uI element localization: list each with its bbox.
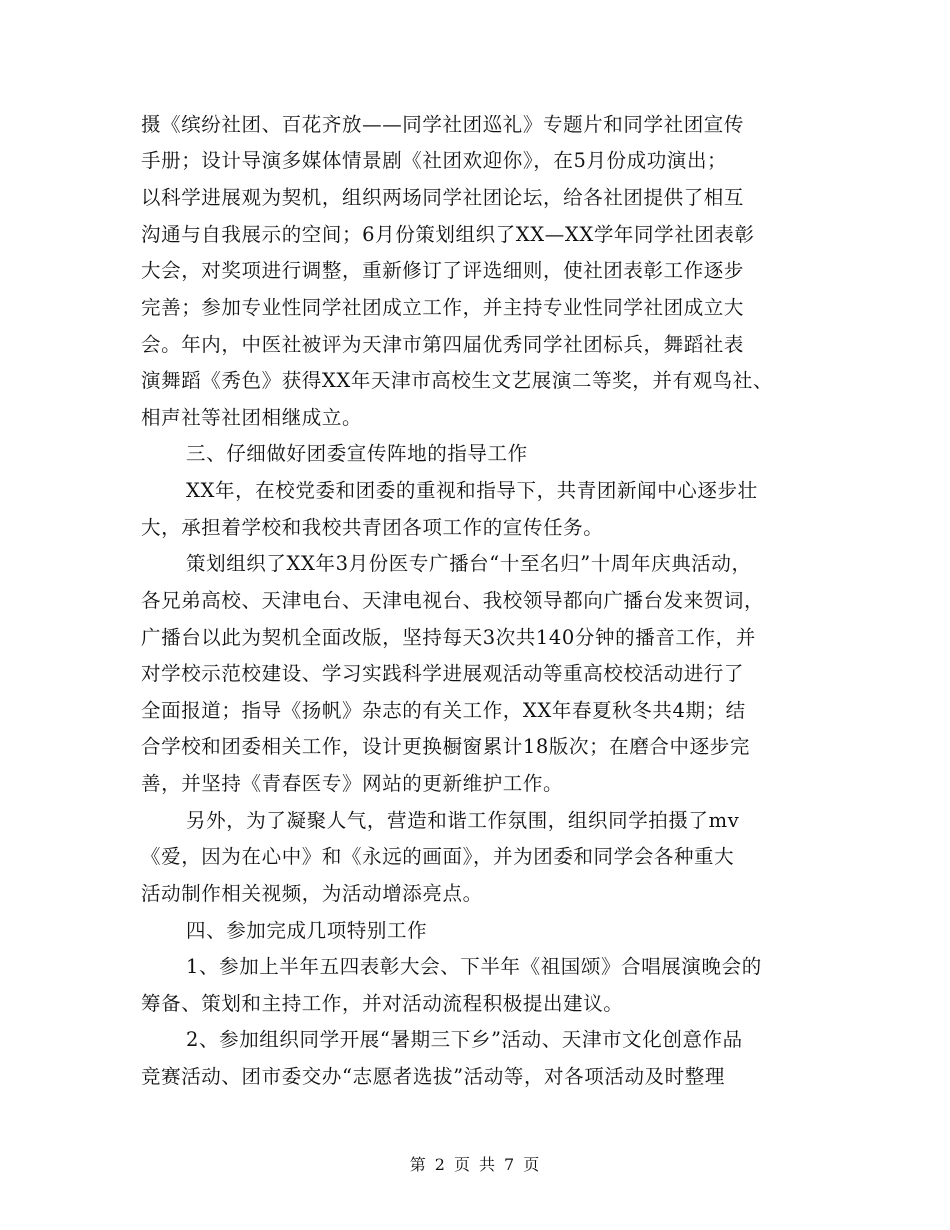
text-line: 各兄弟高校、天津电台、天津电视台、我校领导都向广播台发来贺词， — [141, 589, 765, 612]
text-line: 另外，为了凝聚人气，营造和谐工作氛围，组织同学拍摄了mv — [186, 809, 740, 832]
footer-prefix: 第 — [409, 1155, 427, 1174]
text-line: 合学校和团委相关工作，设计更换橱窗累计18版次；在磨合中逐步完 — [141, 735, 750, 758]
text-line: 《爱，因为在心中》和《永远的画面》，并为团委和同学会各种重大 — [141, 845, 735, 868]
text-line: 策划组织了XX年3月份医专广播台“十至名归”十周年庆典活动， — [186, 552, 752, 575]
text-line: 沟通与自我展示的空间；6月份策划组织了XX—XX学年同学社团表彰 — [141, 223, 755, 246]
text-line: 大，承担着学校和我校共青团各项工作的宣传任务。 — [141, 516, 604, 539]
footer-current-page: 2 — [434, 1155, 446, 1174]
text-line: 筹备、策划和主持工作，并对活动流程积极提出建议。 — [141, 992, 624, 1015]
text-line: 完善；参加专业性同学社团成立工作，并主持专业性同学社团成立大 — [141, 296, 745, 319]
text-line: 2、参加组织同学开展“暑期三下乡”活动、天津市文化创意作品 — [186, 1028, 743, 1051]
section-heading: 四、参加完成几项特别工作 — [186, 919, 428, 942]
footer-total-unit: 页 — [523, 1155, 541, 1174]
text-line: 以科学进展观为契机，组织两场同学社团论坛，给各社团提供了相互 — [141, 186, 745, 209]
text-line: 手册；设计导演多媒体情景剧《社团欢迎你》，在5月份成功演出； — [141, 149, 728, 172]
text-line: 会。年内，中医社被评为天津市第四届优秀同学社团标兵，舞蹈社表 — [141, 333, 745, 356]
text-line: 演舞蹈《秀色》获得XX年天津市高校生文艺展演二等奖，并有观鸟社、 — [141, 369, 773, 392]
text-line: 摄《缤纷社团、百花齐放——同学社团巡礼》专题片和同学社团宣传 — [141, 113, 745, 136]
section-heading: 三、仔细做好团委宣传阵地的指导工作 — [186, 442, 528, 465]
text-line: 善，并坚持《青春医专》网站的更新维护工作。 — [141, 772, 564, 795]
footer-page-unit: 页 — [453, 1155, 471, 1174]
footer-total-pages: 7 — [504, 1155, 516, 1174]
text-line: 竞赛活动、团市委交办“志愿者选拔”活动等，对各项活动及时整理 — [141, 1065, 725, 1088]
text-line: 对学校示范校建设、学习实践科学进展观活动等重高校校活动进行了 — [141, 662, 745, 685]
text-line: 活动制作相关视频，为活动增添亮点。 — [141, 882, 483, 905]
text-line: 1、参加上半年五四表彰大会、下半年《祖国颂》合唱展演晚会的 — [186, 955, 762, 978]
text-line: 全面报道；指导《扬帆》杂志的有关工作，XX年春夏秋冬共4期；结 — [141, 699, 746, 722]
text-line: XX年，在校党委和团委的重视和指导下，共青团新闻中心逐步壮 — [186, 479, 758, 502]
footer-total-prefix: 共 — [479, 1155, 497, 1174]
text-line: 广播台以此为契机全面改版，坚持每天3次共140分钟的播音工作，并 — [141, 626, 756, 649]
page-footer — [0, 1152, 950, 1175]
text-line: 相声社等社团相继成立。 — [141, 406, 363, 429]
text-line: 大会，对奖项进行调整，重新修订了评选细则，使社团表彰工作逐步 — [141, 259, 745, 282]
